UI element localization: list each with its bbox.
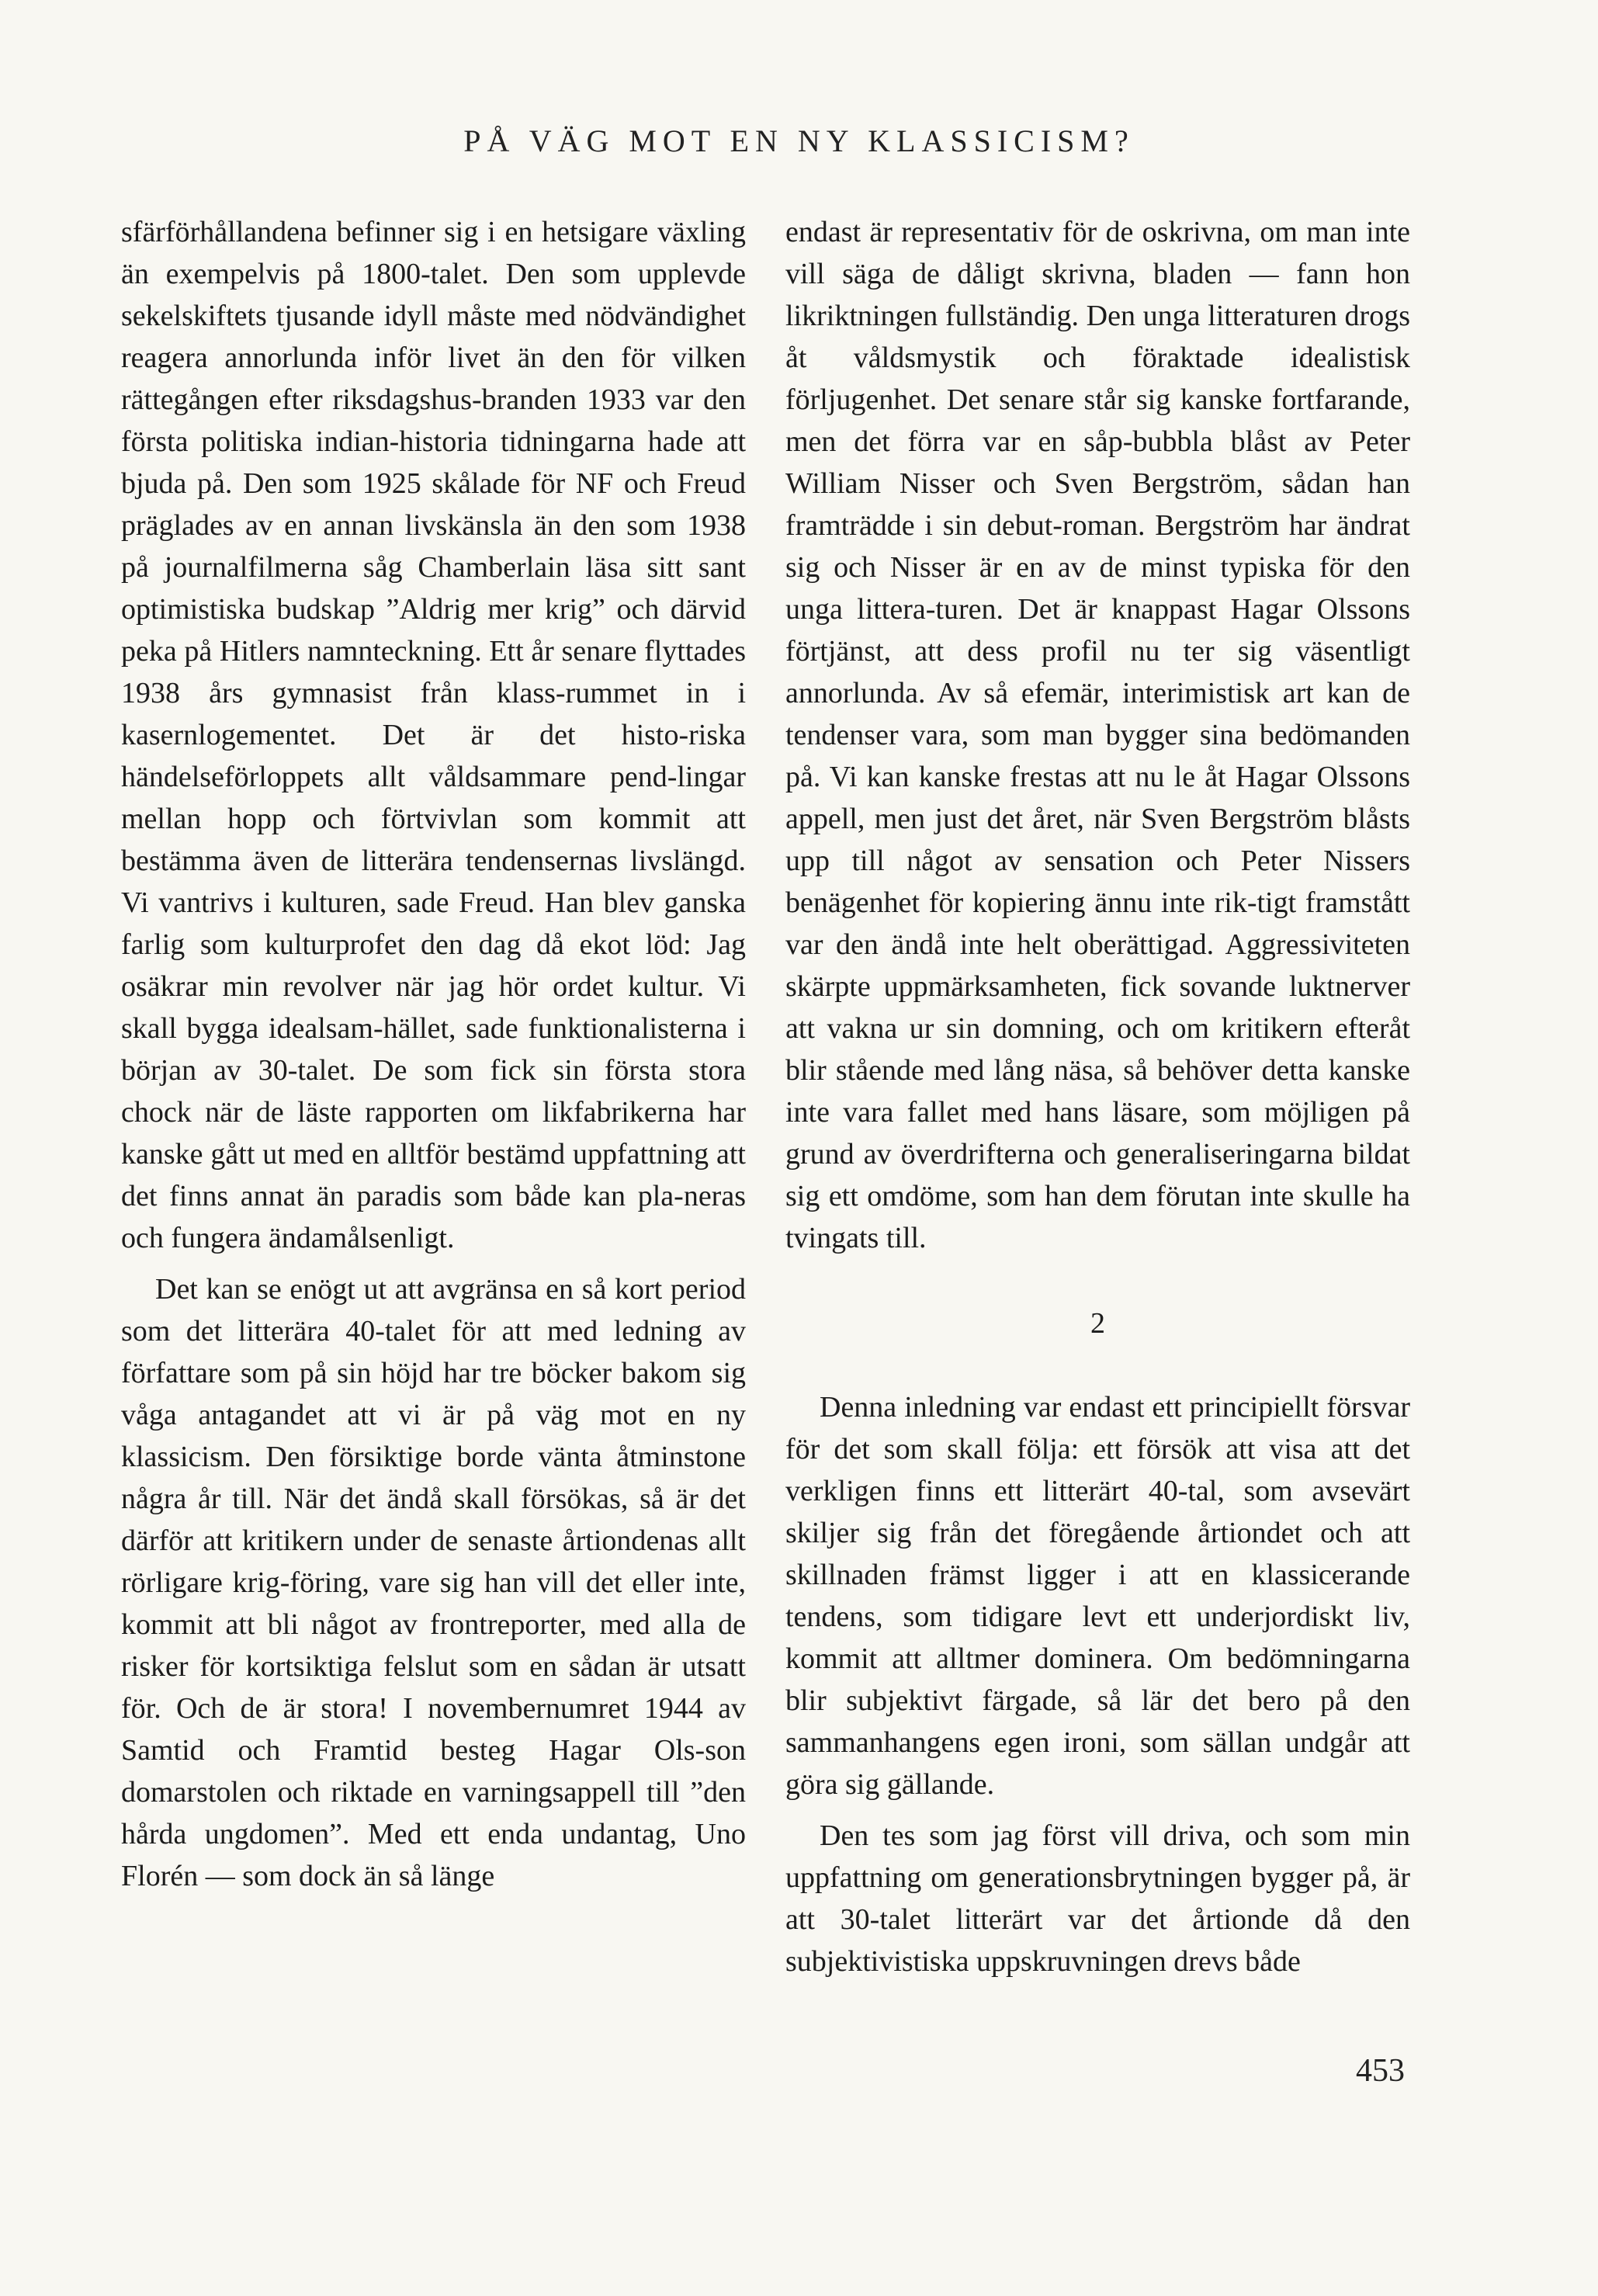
section-number: 2 [1090,1307,1105,1340]
right-column [785,211,1410,1982]
paragraph: Denna inledning var endast ett principiellt försvar för det som skall följa: ett försök att visa att det verkligen finns ett litterärt 40-tal, som avsevärt skiljer sig från det föregående årtiondet och att skillnaden främst ligger i att en klassicerande tendens, som tidigare levt ett underjordiskt liv, kommit att alltmer dominera. Om bedömningarna blir subjektivt färgade, så lär det bero på den sammanhangens egen ironi, som sällan undgår att göra sig gällande. [785,1391,1410,1801]
left-column [121,211,746,1897]
running-head: PÅ VÄG MOT EN NY KLASSICISM? [463,123,1135,158]
paragraph: sfärförhållandena befinner sig i en hetsigare växling än exempelvis på 1800-talet. Den som upplevde sekelskiftets tjusande idyll måste med nödvändighet reagera annorlunda inför livet än den för vilken rättegången efter riksdagshus-branden 1933 var den första politiska indian-historia tidningarna hade att bjuda på. Den som 1925 skålade för NF och Freud präglades av en annan livskänsla än den som 1938 på journalfilmerna såg Chamberlain läsa sitt sant optimistiska budskap ”Aldrig mer krig” och därvid peka på Hitlers namnteckning. Ett år senare flyttades 1938 års gymnasist från klass-rummet in i kasernlogementet. Det är det histo-riska händelseförloppets allt våldsammare pend-lingar mellan hopp och förtvivlan som kommit att bestämma även de litterära tendensernas livslängd. Vi vantrivs i kulturen, sade Freud. Han blev ganska farlig som kulturprofet den dag då ekot löd: Jag osäkrar min revolver när jag hör ordet kultur. Vi skall bygga idealsam-hället, sade funktionalisterna i början av 30-talet. De som fick sin första stora chock när de läste rapporten om likfabrikerna har kanske gått ut med en alltför bestämd uppfattning att det finns annat än paradis som både kan pla-neras och fungera ändamålsenligt. [121,216,746,1254]
paragraph: Det kan se enögt ut att avgränsa en så kort period som det litterära 40-talet för att med ledning av författare som på sin höjd har tre böcker bakom sig våga antagandet att vi är på väg mot en ny klassicism. Den försiktige borde vänta åtminstone några år till. När det ändå skall försökas, så är det därför att kritikern under de senaste årtiondenas allt rörligare krig-föring, vare sig han vill det eller inte, kommit att bli något av frontreporter, med alla de risker för kortsiktiga felslut som en sådan är utsatt för. Och de är stora! I novembernumret 1944 av Samtid och Framtid besteg Hagar Ols-son domarstolen och riktade en varningsappell till ”den hårda ungdomen”. Med ett enda undantag, Uno Florén — som dock än så länge [121,1273,746,1892]
paragraph: endast är representativ för de oskrivna, om man inte vill säga de dåligt skrivna, bladen — fann hon likriktningen fullständig. Den unga litteraturen drogs åt våldsmystik och föraktade idealistisk förljugenhet. Det senare står sig kanske fortfarande, men det förra var en såp-bubbla blåst av Peter William Nisser och Sven Bergström, sådan han framträdde i sin debut-roman. Bergström har ändrat sig och Nisser är en av de minst typiska för den unga littera-turen. Det är knappast Hagar Olssons förtjänst, att dess profil nu ter sig väsentligt annorlunda. Av så efemär, interimistisk art kan de tendenser vara, som man bygger sina bedömanden på. Vi kan kanske frestas att nu le åt Hagar Olssons appell, men just det året, när Sven Bergström blåsts upp till något av sensation och Peter Nissers benägenhet för kopiering ännu inte rik-tigt framstått var den ändå inte helt oberättigad. Aggressiviteten skärpte uppmärksamheten, fick sovande luktnerver att vakna ur sin domning, och om kritikern efteråt blir stående med lång näsa, så behöver detta kanske inte vara fallet med hans läsare, som möjligen på grund av överdrifterna och generaliseringarna bildat sig ett omdöme, som han dem förutan inte skulle ha tvingats till. [785,216,1410,1254]
paragraph: Den tes som jag först vill driva, och som min uppfattning om generationsbrytningen bygger på, är att 30-talet litterärt var det årtionde då den subjektivistiska uppskruvningen drevs både [785,1819,1410,1978]
page-number: 453 [1356,2053,1405,2089]
